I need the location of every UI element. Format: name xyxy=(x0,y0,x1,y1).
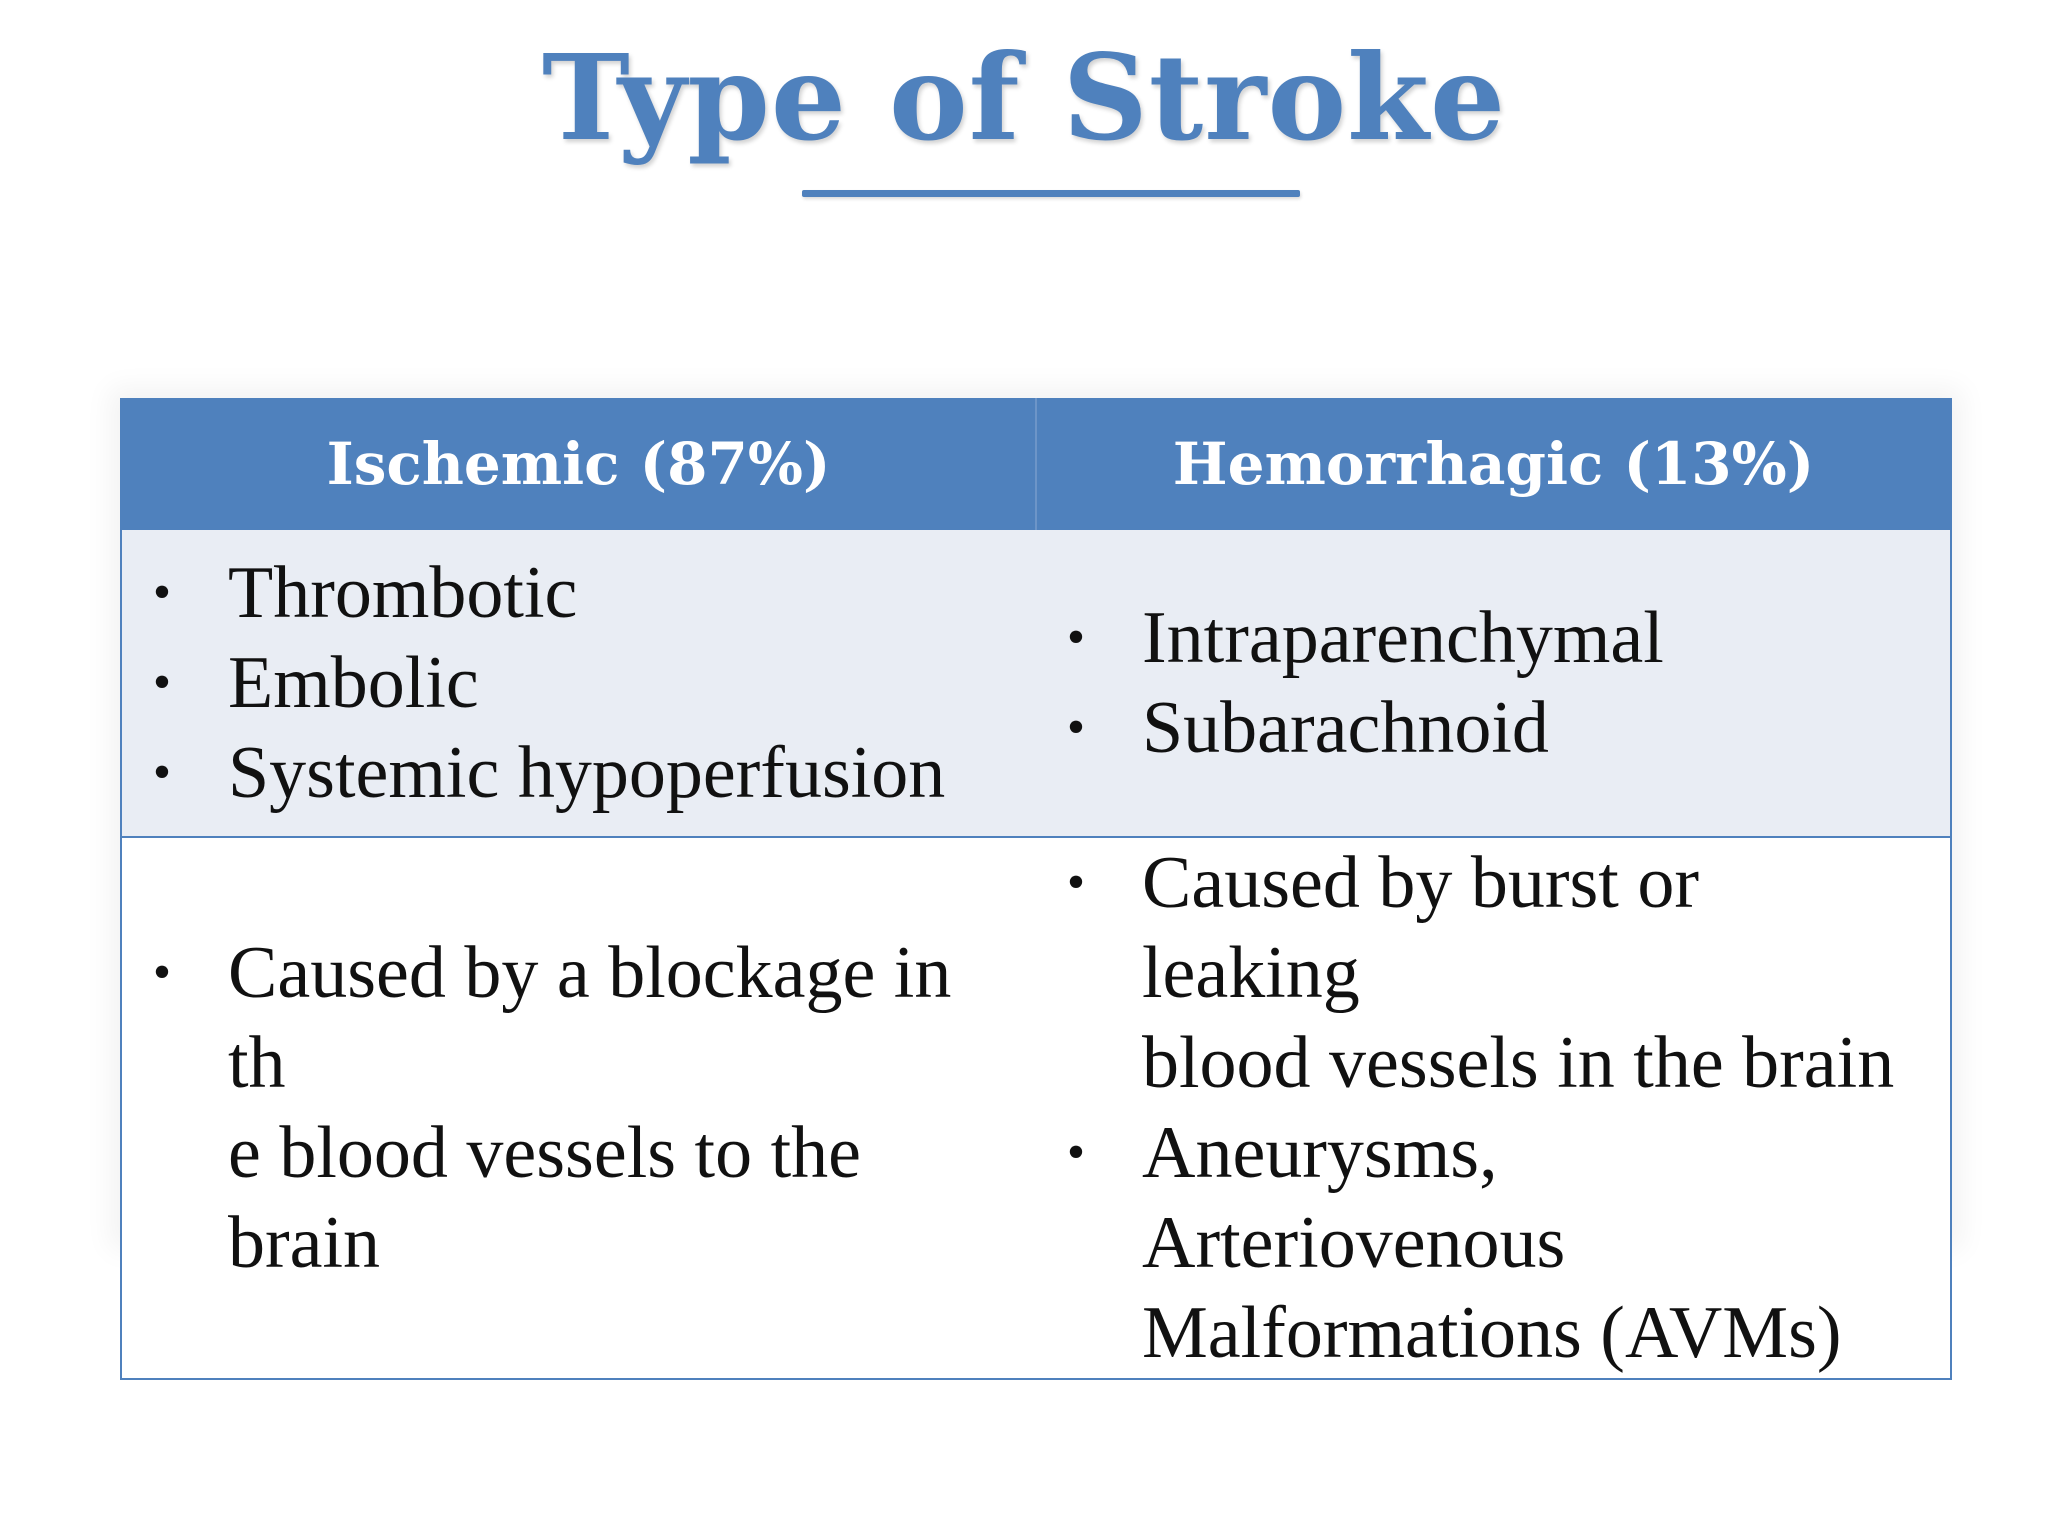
list-item-text: Caused by burst or leaking blood vessels in the brain xyxy=(1142,842,1895,1104)
cell-ischemic-subtypes xyxy=(121,530,1036,837)
stroke-types-table-container xyxy=(120,398,1952,1374)
ischemic-cause-list xyxy=(140,928,1016,1288)
title-underline xyxy=(802,190,1300,197)
list-item xyxy=(140,928,1016,1288)
table-row-causes xyxy=(121,837,1951,1379)
list-item-text: Systemic hypoperfusion xyxy=(228,732,946,814)
bullet-icon: • xyxy=(152,654,172,711)
list-item-text: Embolic xyxy=(228,642,479,724)
hemorrhagic-cause-list xyxy=(1054,838,1930,1378)
list-item xyxy=(140,728,1016,818)
list-item xyxy=(1054,838,1930,1108)
list-item xyxy=(1054,683,1930,773)
list-item-text: Intraparenchymal xyxy=(1142,597,1664,679)
ischemic-subtype-list xyxy=(140,548,1016,818)
cell-hemorrhagic-subtypes xyxy=(1036,530,1951,837)
bullet-icon: • xyxy=(1066,699,1086,756)
hemorrhagic-subtype-list xyxy=(1054,593,1930,773)
table-row-subtypes xyxy=(121,530,1951,837)
list-item-text: Caused by a blockage in th e blood vessels to the brain xyxy=(228,932,952,1284)
list-item-text: Thrombotic xyxy=(228,552,578,634)
list-item xyxy=(1054,1108,1930,1378)
list-item-text: Subarachnoid xyxy=(1142,687,1549,769)
slide-title: Type of Stroke xyxy=(541,28,1507,167)
table-header-row xyxy=(121,398,1951,530)
stroke-types-table xyxy=(120,398,1952,1380)
list-item xyxy=(1054,593,1930,683)
cell-ischemic-cause xyxy=(121,837,1036,1379)
bullet-icon: • xyxy=(152,944,172,1001)
bullet-icon: • xyxy=(152,744,172,801)
list-item xyxy=(140,548,1016,638)
bullet-icon: • xyxy=(1066,854,1086,911)
header-hemorrhagic: Hemorrhagic (13%) xyxy=(1036,398,1951,530)
list-item-text: Aneurysms, Arteriovenous Malformations (AVMs) xyxy=(1142,1112,1842,1374)
bullet-icon: • xyxy=(1066,1124,1086,1181)
bullet-icon: • xyxy=(152,564,172,621)
list-item xyxy=(140,638,1016,728)
header-ischemic: Ischemic (87%) xyxy=(121,398,1036,530)
cell-hemorrhagic-cause xyxy=(1036,837,1951,1379)
bullet-icon: • xyxy=(1066,609,1086,666)
